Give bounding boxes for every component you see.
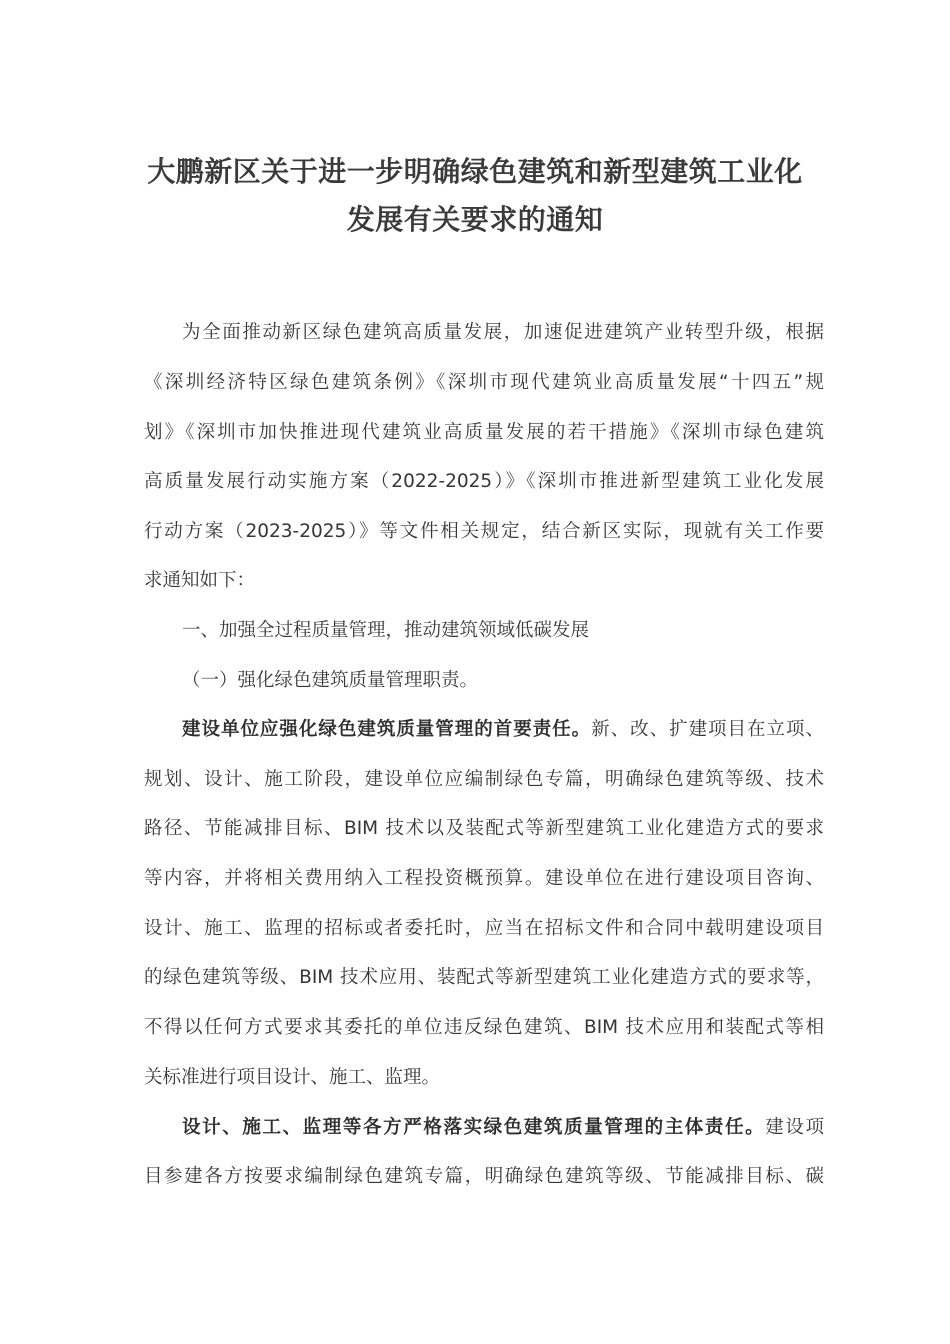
document-title-line-1: 大鹏新区关于进一步明确绿色建筑和新型建筑工业化: [147, 155, 803, 188]
document-title-line-2: 发展有关要求的通知: [346, 203, 604, 236]
para-1-line-1: [182, 714, 824, 746]
para-1-line-6: 的绿色建筑等级、BIM 技术应用、装配式等新型建筑工业化建造方式的要求等，: [144, 967, 824, 988]
intro-line-3: 划》《深圳市加快推进现代建筑业高质量发展的若干措施》《深圳市绿色建筑: [144, 422, 824, 443]
intro-line-4: 高质量发展行动实施方案（2022-2025）》《深圳市推进新型建筑工业化发展: [144, 471, 824, 492]
para-2-line-1: [182, 1112, 824, 1144]
intro-line-2: 《深圳经济特区绿色建筑条例》《深圳市现代建筑业高质量发展“十四五”规: [144, 372, 824, 393]
para-1-line-3: 路径、节能减排目标、BIM 技术以及装配式等新型建筑工业化建造方式的要求: [144, 818, 824, 839]
para-1-first-line-rest: 新、改、扩建项目在立项、: [591, 719, 824, 740]
para-2-line-2: 目参建各方按要求编制绿色建筑专篇，明确绿色建筑等级、节能减排目标、碳: [144, 1166, 824, 1187]
intro-line-1: 为全面推动新区绿色建筑高质量发展，加速促进建筑产业转型升级，根据: [182, 322, 824, 343]
para-2-bold-lead: 设计、施工、监理等各方严格落实绿色建筑质量管理的主体责任。: [182, 1117, 766, 1138]
para-1-line-2: 规划、设计、施工阶段，建设单位应编制绿色专篇，明确绿色建筑等级、技术: [144, 769, 824, 790]
para-1-line-4: 等内容，并将相关费用纳入工程投资概预算。建设单位在进行建设项目咨询、: [144, 868, 824, 889]
intro-line-6: 求通知如下：: [144, 570, 256, 591]
section-1-heading: 一、加强全过程质量管理，推动建筑领域低碳发展: [182, 620, 590, 641]
para-1-line-8: 关标准进行项目设计、施工、监理。: [144, 1067, 441, 1088]
para-1-bold-lead: 建设单位应强化绿色建筑质量管理的首要责任。: [182, 719, 592, 740]
para-1-line-5: 设计、施工、监理的招标或者委托时，应当在招标文件和合同中载明建设项目: [144, 918, 824, 939]
intro-line-5: 行动方案（2023-2025）》等文件相关规定，结合新区实际，现就有关工作要: [144, 521, 824, 542]
para-1-line-7: 不得以任何方式要求其委托的单位违反绿色建筑、BIM 技术应用和装配式等相: [144, 1017, 824, 1038]
para-2-first-line-rest: 建设项: [765, 1117, 824, 1138]
subsection-1-heading: （一）强化绿色建筑质量管理职责。: [182, 670, 479, 691]
